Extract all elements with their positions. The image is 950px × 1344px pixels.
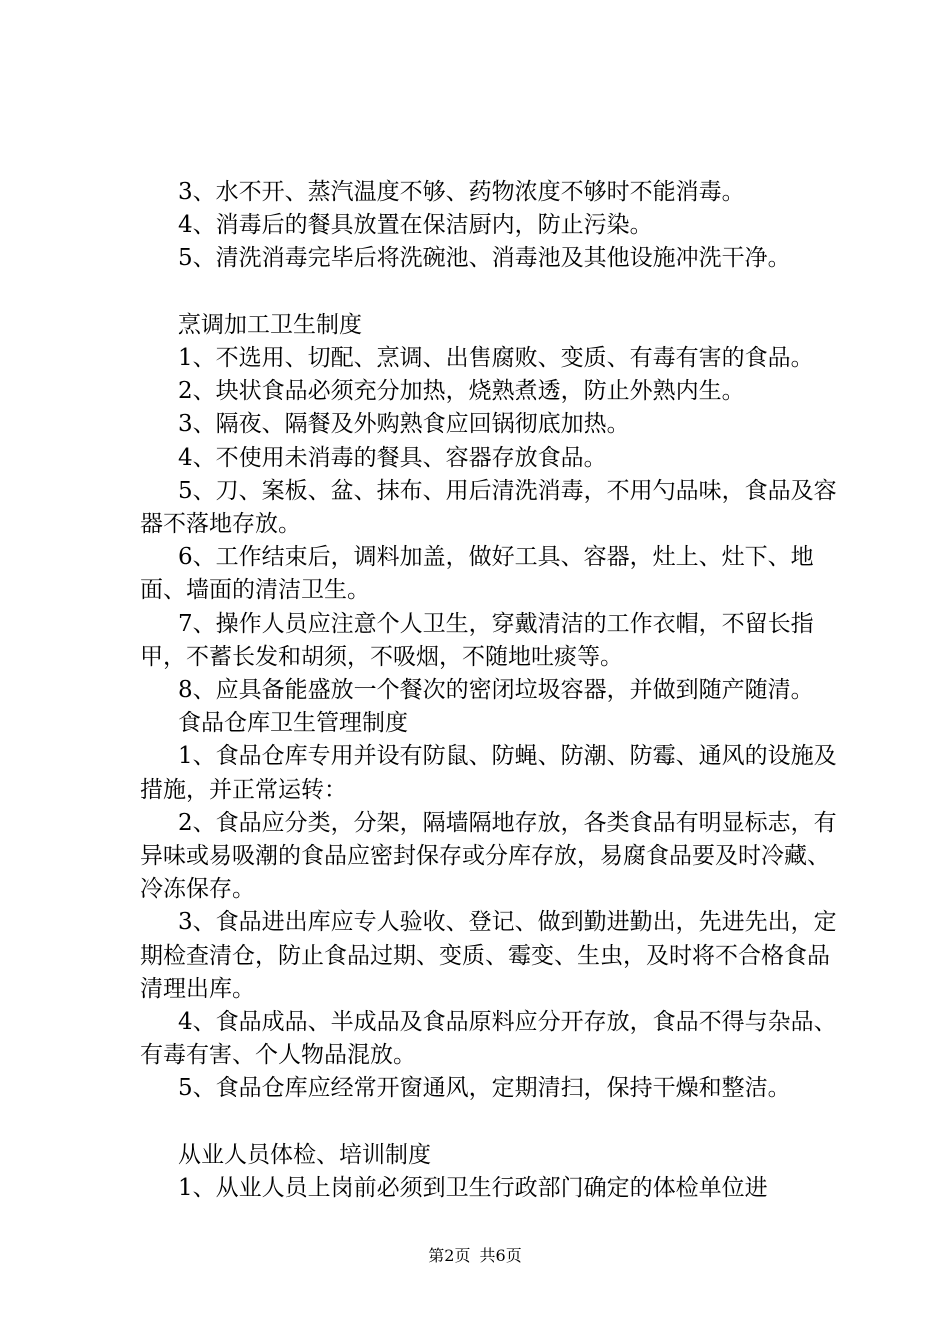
page-footer bbox=[0, 1243, 950, 1266]
paragraph: 4、食品成品、半成品及食品原料应分开存放，食品不得与杂品、有毒有害、个人物品混放。 bbox=[140, 1009, 837, 1069]
paragraph: 3、隔夜、隔餐及外购熟食应回锅彻底加热。 bbox=[178, 411, 630, 438]
section-heading: 从业人员体检、培训制度 bbox=[178, 1141, 431, 1168]
section-heading: 烹调加工卫生制度 bbox=[178, 311, 362, 338]
paragraph: 6、工作结束后，调料加盖，做好工具、容器，灶上、灶下、地面、墙面的清洁卫生。 bbox=[140, 544, 814, 604]
blank-line bbox=[140, 1106, 840, 1139]
paragraph: 1、食品仓库专用并设有防鼠、防蝇、防潮、防霉、通风的设施及措施，并正常运转： bbox=[140, 743, 837, 803]
page-number: 第2页 bbox=[428, 1246, 471, 1265]
paragraph: 1、不选用、切配、烹调、出售腐败、变质、有毒有害的食品。 bbox=[178, 345, 814, 371]
paragraph: 2、块状食品必须充分加热，烧熟煮透，防止外熟内生。 bbox=[178, 378, 745, 405]
paragraph: 8、应具备能盛放一个餐次的密闭垃圾容器，并做到随产随清。 bbox=[178, 677, 814, 704]
paragraph: 1、从业人员上岗前必须到卫生行政部门确定的体检单位进 bbox=[178, 1175, 768, 1202]
paragraph: 5、刀、案板、盆、抹布、用后清洗消毒，不用勺品味，食品及容器不落地存放。 bbox=[140, 477, 837, 538]
paragraph: 7、操作人员应注意个人卫生，穿戴清洁的工作衣帽，不留长指甲，不蓄长发和胡须，不吸烟，不随地吐痰等。 bbox=[140, 610, 814, 670]
paragraph: 4、不使用未消毒的餐具、容器存放食品。 bbox=[178, 444, 607, 471]
paragraph: 3、食品进出库应专人验收、登记、做到勤进勤出，先进先出，定期检查清仓，防止食品过期、变质、霉变、生虫，及时将不合格食品清理出库。 bbox=[140, 909, 837, 1002]
blank-line bbox=[140, 276, 840, 309]
paragraph: 5、食品仓库应经常开窗通风，定期清扫，保持干燥和整洁。 bbox=[178, 1075, 791, 1102]
paragraph: 2、食品应分类，分架，隔墙隔地存放，各类食品有明显标志，有异味或易吸潮的食品应密封保存或分库存放，易腐食品要及时冷藏、冷冻保存。 bbox=[140, 809, 837, 903]
paragraph: 3、水不开、蒸汽温度不够、药物浓度不够时不能消毒。 bbox=[178, 179, 745, 205]
paragraph: 5、清洗消毒完毕后将洗碗池、消毒池及其他设施冲洗干净。 bbox=[178, 245, 791, 272]
section-heading: 食品仓库卫生管理制度 bbox=[178, 710, 408, 737]
document-body bbox=[140, 176, 840, 1205]
page-total: 共6页 bbox=[479, 1246, 522, 1265]
paragraph: 4、消毒后的餐具放置在保洁厨内，防止污染。 bbox=[178, 212, 653, 239]
